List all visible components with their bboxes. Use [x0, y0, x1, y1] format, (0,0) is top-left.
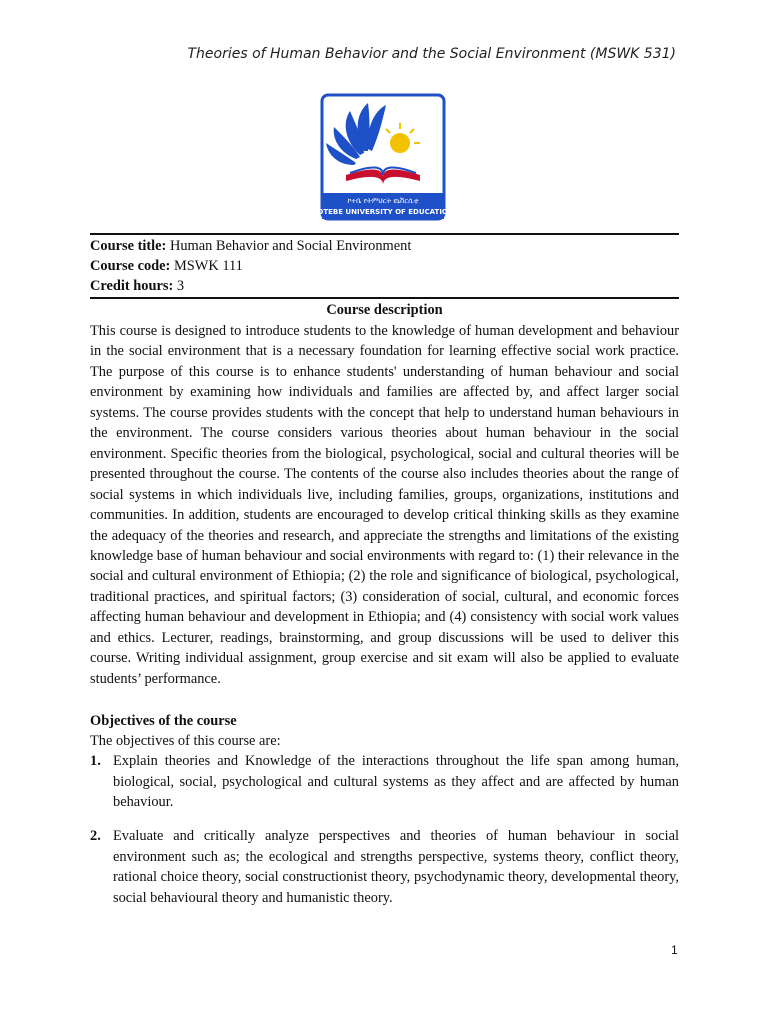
course-code-line [90, 256, 243, 276]
course-title-line [90, 236, 411, 256]
objective-number: 2. [90, 828, 101, 844]
credit-hours-label: Credit hours: [90, 278, 174, 294]
top-rule [90, 233, 679, 235]
university-logo [312, 93, 454, 221]
course-code-value: MSWK 111 [173, 258, 243, 274]
credit-hours-line [90, 276, 184, 296]
objective-number: 1. [90, 753, 101, 769]
objective-item [90, 751, 679, 813]
svg-text:KOTEBE UNIVERSITY OF EDUCATION: KOTEBE UNIVERSITY OF EDUCATION [312, 208, 454, 216]
svg-text:ኮተቤ የትምህርት ዩኒቨርሲቲ: ኮተቤ የትምህርት ዩኒቨርሲቲ [347, 197, 419, 205]
running-header: Theories of Human Behavior and the Social Environment (MSWK 531) [187, 46, 676, 62]
course-title-value: Human Behavior and Social Environment [169, 238, 412, 254]
objectives-intro: The objectives of this course are: [90, 733, 281, 749]
logo-amharic-text [348, 197, 419, 205]
credit-hours-value: 3 [176, 278, 185, 294]
course-description-body: This course is designed to introduce students to the knowledge of human development and behaviour in the social environment that is a necessary foundation for learning effective social work practice. The purpose of this course is to enhance students' understanding of human behaviour and social environment by examining how individuals and families are affected by, and affect larger social systems. The course provides students with the concept that help to understand human behaviours in the environment. The course considers various theories about human behaviour in the social environment. Specific theories from the biological, psychological, social and cultural theories will be presented throughout the course. The contents of the course also includes theories about the range of social systems in which individuals live, including families, groups, organizations, institutions and communities. In addition, students are encouraged to develop critical thinking skills as they examine the adequacy of the theories and research, and appreciate the strengths and limitations of the existing knowledge base of human behaviour and social environments with regard to: (1) their relevance in the social and cultural environment of Ethiopia; (2) the role and significance of biological, psychological, traditional practices, and spiritual factors; (3) consideration of social, cultural, and economic forces affecting human behaviour and development in Ethiopia; and (4) consistency with social work values and ethics. Lecturer, readings, brainstorming, and group discussions will be used to deliver this course. Writing individual assignment, group exercise and sit exam will also be applied to evaluate students’ performance. [90, 323, 679, 687]
middle-rule [90, 297, 679, 299]
objective-item [90, 826, 679, 908]
logo-english-text [312, 208, 454, 216]
course-title-label: Course title: [90, 238, 167, 254]
course-code-label: Course code: [90, 258, 171, 274]
course-description-heading: Course description [326, 302, 443, 318]
page-number: 1 [671, 943, 678, 957]
objective-text: Evaluate and critically analyze perspectives and theories of human behaviour in social environment such as; the ecological and strengths perspective, systems theory, conflict theory, rational choice theory, social constructionist theory, psychodynamic theory, developmental theory, social behavioural theory and humanistic theory. [113, 828, 679, 906]
objective-text: Explain theories and Knowledge of the interactions throughout the life span among human, biological, social, psychological and cultural systems as they affect and are affected by human behaviour. [113, 753, 679, 810]
objectives-heading: Objectives of the course [90, 713, 237, 729]
